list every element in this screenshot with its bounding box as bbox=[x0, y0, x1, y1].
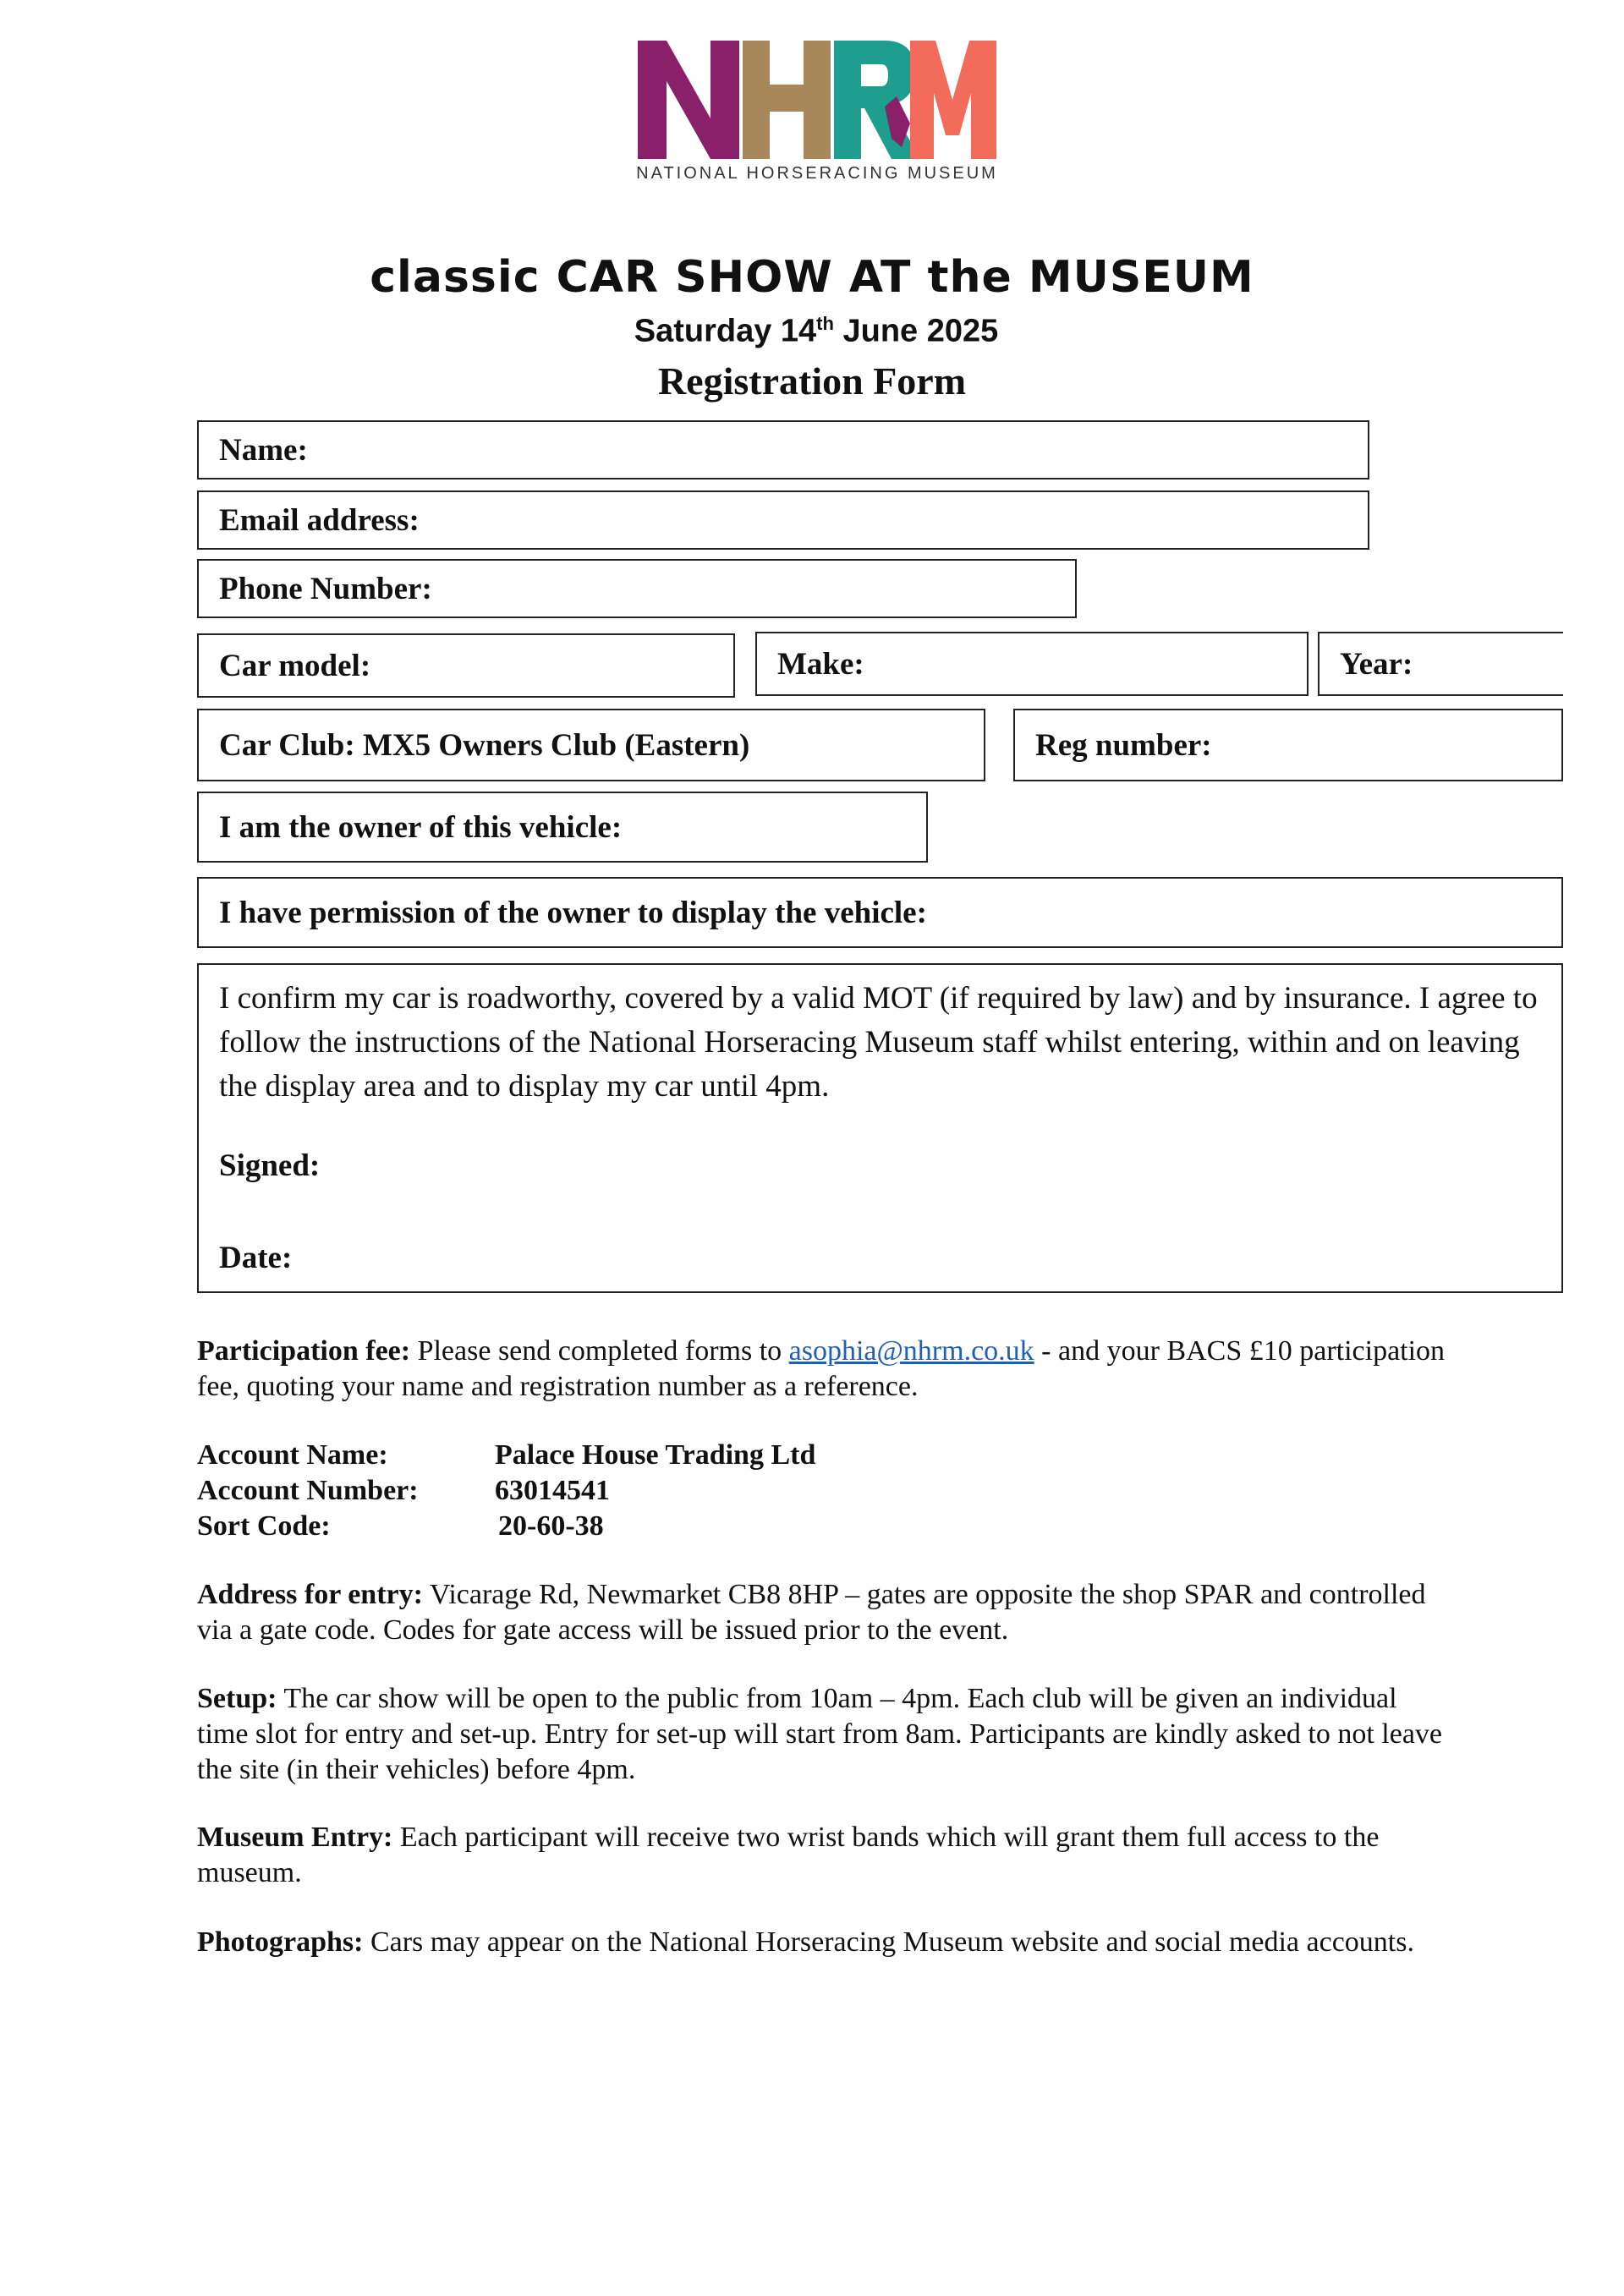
year-field[interactable] bbox=[1318, 632, 1563, 696]
logo-letter-r bbox=[834, 41, 920, 159]
date-suffix: June 2025 bbox=[833, 313, 999, 349]
museum-entry-paragraph bbox=[197, 1820, 1449, 1891]
setup-text: The car show will be open to the public from 10am – 4pm. Each club will be given an individual time slot for entry and set-up. Entry for set-up will start from 8am. Participants are kindly asked to not leave the site (in their vehicles) before 4pm. bbox=[197, 1683, 1443, 1785]
event-date bbox=[0, 313, 1624, 350]
fee-text-1: Please send completed forms to bbox=[410, 1335, 789, 1367]
signed-label: Signed: bbox=[219, 1148, 321, 1183]
photographs-text: Cars may appear on the National Horseracing Museum website and social media accounts. bbox=[363, 1926, 1414, 1958]
photographs-label: Photographs: bbox=[197, 1926, 364, 1958]
confirmation-box[interactable] bbox=[197, 963, 1563, 1293]
car-model-label: Car model: bbox=[219, 648, 371, 683]
fee-label: Participation fee: bbox=[197, 1335, 411, 1367]
event-title: classic CAR SHOW AT the MUSEUM bbox=[370, 252, 1254, 303]
form-title: Registration Form bbox=[657, 359, 967, 403]
logo-letter-n bbox=[638, 41, 739, 159]
date-ordinal: th bbox=[816, 313, 834, 334]
setup-paragraph bbox=[197, 1681, 1449, 1788]
contact-email-link[interactable]: asophia@nhrm.co.uk bbox=[788, 1335, 1034, 1367]
year-label: Year: bbox=[1340, 646, 1413, 682]
sort-code-value: 20-60-38 bbox=[498, 1510, 604, 1542]
account-number-value: 63014541 bbox=[495, 1475, 610, 1506]
date-label: Date: bbox=[219, 1241, 293, 1275]
logo-caption: NATIONAL HORSERACING MUSEUM bbox=[636, 164, 998, 183]
museum-entry-label: Museum Entry: bbox=[197, 1822, 393, 1853]
logo-letter-m bbox=[910, 41, 996, 159]
car-club-field[interactable] bbox=[197, 709, 985, 781]
phone-field[interactable] bbox=[197, 559, 1077, 618]
account-name-label: Account Name: bbox=[197, 1439, 388, 1471]
make-label: Make: bbox=[777, 646, 864, 682]
sort-code-label: Sort Code: bbox=[197, 1510, 331, 1542]
address-text: Vicarage Rd, Newmarket CB8 8HP – gates are opposite the shop SPAR and controlled via a gate code. Codes for gate access will be issued prior to the event. bbox=[197, 1579, 1426, 1646]
confirmation-text: I confirm my car is roadworthy, covered by a valid MOT (if required by law) and by insurance. I agree to follow the instructions of the National Horseracing Museum staff whilst entering, within and on leaving the display area and to display my car until 4pm. bbox=[219, 981, 1538, 1104]
account-number-label: Account Number: bbox=[197, 1475, 419, 1506]
participation-fee-paragraph bbox=[197, 1334, 1449, 1405]
car-club-label: Car Club: MX5 Owners Club (Eastern) bbox=[219, 727, 750, 763]
date-prefix: Saturday 14 bbox=[634, 313, 817, 349]
nhrm-logo bbox=[638, 41, 996, 159]
email-label: Email address: bbox=[219, 502, 420, 538]
museum-entry-text: Each participant will receive two wrist bands which will grant them full access to the museum. bbox=[197, 1822, 1380, 1888]
fee-text-2: - and your BACS £10 participation fee, quoting your name and registration number as a reference. bbox=[197, 1335, 1446, 1402]
name-label: Name: bbox=[219, 432, 308, 468]
photographs-paragraph bbox=[197, 1925, 1449, 1960]
permission-label: I have permission of the owner to display the vehicle: bbox=[219, 895, 927, 930]
reg-number-label: Reg number: bbox=[1035, 727, 1212, 763]
account-name-value: Palace House Trading Ltd bbox=[495, 1439, 816, 1471]
address-paragraph bbox=[197, 1577, 1449, 1648]
name-field[interactable] bbox=[197, 420, 1369, 479]
car-model-field[interactable] bbox=[197, 633, 735, 698]
owner-label: I am the owner of this vehicle: bbox=[219, 809, 623, 845]
make-field[interactable] bbox=[755, 632, 1309, 696]
phone-label: Phone Number: bbox=[219, 571, 432, 606]
permission-field[interactable] bbox=[197, 877, 1563, 948]
logo-letter-h bbox=[743, 41, 831, 159]
owner-field[interactable] bbox=[197, 792, 928, 863]
reg-number-field[interactable] bbox=[1013, 709, 1563, 781]
email-field[interactable] bbox=[197, 490, 1369, 550]
setup-label: Setup: bbox=[197, 1683, 277, 1714]
address-label: Address for entry: bbox=[197, 1579, 423, 1610]
